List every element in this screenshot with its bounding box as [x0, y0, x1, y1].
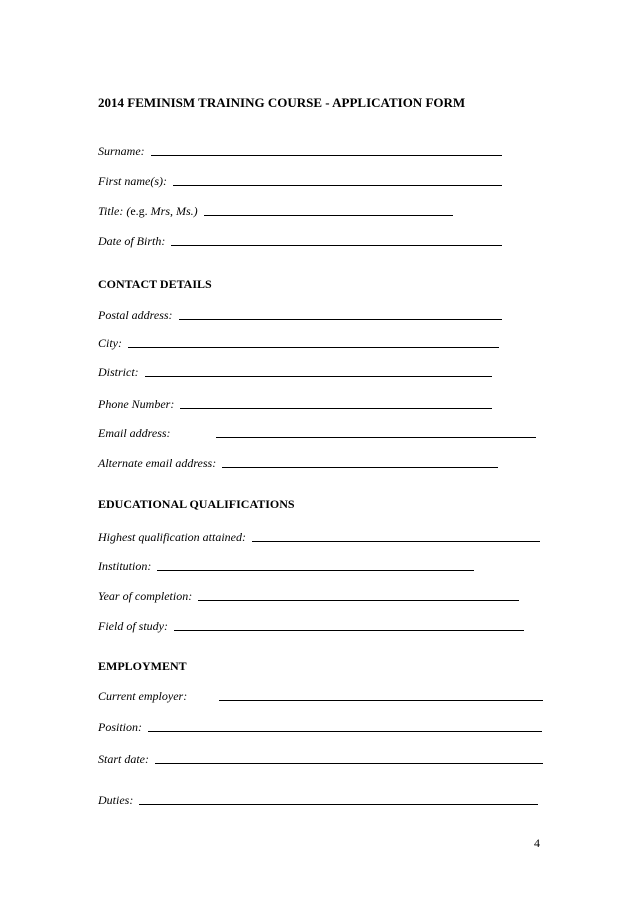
- current-employer-line[interactable]: [219, 688, 543, 701]
- form-title: 2014 FEMINISM TRAINING COURSE - APPLICATION FORM: [98, 95, 466, 110]
- position-field[interactable]: [98, 718, 542, 734]
- postal-address-label: Postal address:: [98, 308, 173, 322]
- contact-details-heading: CONTACT DETAILS: [98, 277, 212, 291]
- highest-qualification-field[interactable]: [98, 528, 540, 544]
- phone-number-field[interactable]: [98, 395, 492, 411]
- title-field[interactable]: [98, 202, 453, 218]
- field-of-study-line[interactable]: [174, 618, 524, 631]
- institution-line[interactable]: [157, 558, 474, 571]
- date-of-birth-field[interactable]: [98, 232, 502, 248]
- institution-label: Institution:: [98, 559, 152, 573]
- surname-line[interactable]: [151, 143, 502, 156]
- phone-number-line[interactable]: [180, 396, 492, 409]
- employment-heading: EMPLOYMENT: [98, 659, 187, 673]
- postal-address-line[interactable]: [179, 307, 502, 320]
- year-of-completion-label: Year of completion:: [98, 589, 193, 603]
- start-date-field[interactable]: [98, 750, 543, 766]
- district-label: District:: [98, 365, 139, 379]
- phone-number-label: Phone Number:: [98, 397, 175, 411]
- alternate-email-field[interactable]: [98, 454, 498, 470]
- duties-field[interactable]: [98, 791, 538, 807]
- position-label: Position:: [98, 720, 142, 734]
- year-of-completion-field[interactable]: [98, 587, 519, 603]
- start-date-label: Start date:: [98, 752, 149, 766]
- year-of-completion-line[interactable]: [198, 588, 519, 601]
- first-name-line[interactable]: [173, 173, 502, 186]
- highest-qualification-label: Highest qualification attained:: [98, 530, 246, 544]
- start-date-line[interactable]: [155, 751, 543, 764]
- alternate-email-label: Alternate email address:: [98, 456, 217, 470]
- date-of-birth-line[interactable]: [171, 233, 502, 246]
- title-label: [98, 204, 198, 218]
- educational-qualifications-heading: EDUCATIONAL QUALIFICATIONS: [98, 497, 295, 511]
- field-of-study-label: Field of study:: [98, 619, 168, 633]
- email-address-line[interactable]: [216, 425, 536, 438]
- duties-label: Duties:: [98, 793, 134, 807]
- date-of-birth-label: Date of Birth:: [98, 234, 166, 248]
- city-line[interactable]: [128, 335, 499, 348]
- city-label: City:: [98, 336, 122, 350]
- page-number: 4: [534, 836, 540, 850]
- surname-field[interactable]: [98, 142, 502, 158]
- current-employer-label: Current employer:: [98, 689, 188, 703]
- first-name-label: First name(s):: [98, 174, 167, 188]
- highest-qualification-line[interactable]: [252, 529, 540, 542]
- position-line[interactable]: [148, 719, 542, 732]
- email-address-label: Email address:: [98, 426, 171, 440]
- alternate-email-line[interactable]: [222, 455, 498, 468]
- duties-line[interactable]: [139, 792, 538, 805]
- district-field[interactable]: [98, 363, 492, 379]
- title-label-options: Mrs, Ms.): [147, 204, 198, 218]
- surname-label: Surname:: [98, 144, 145, 158]
- institution-field[interactable]: [98, 557, 474, 573]
- title-line[interactable]: [204, 203, 453, 216]
- title-label-example: e.g.: [130, 204, 148, 218]
- field-of-study-field[interactable]: [98, 617, 524, 633]
- email-address-field[interactable]: [98, 424, 536, 440]
- district-line[interactable]: [145, 364, 492, 377]
- city-field[interactable]: [98, 334, 499, 350]
- postal-address-field[interactable]: [98, 306, 502, 322]
- title-label-prefix: Title: (: [98, 204, 131, 218]
- first-name-field[interactable]: [98, 172, 502, 188]
- current-employer-field[interactable]: [98, 687, 543, 703]
